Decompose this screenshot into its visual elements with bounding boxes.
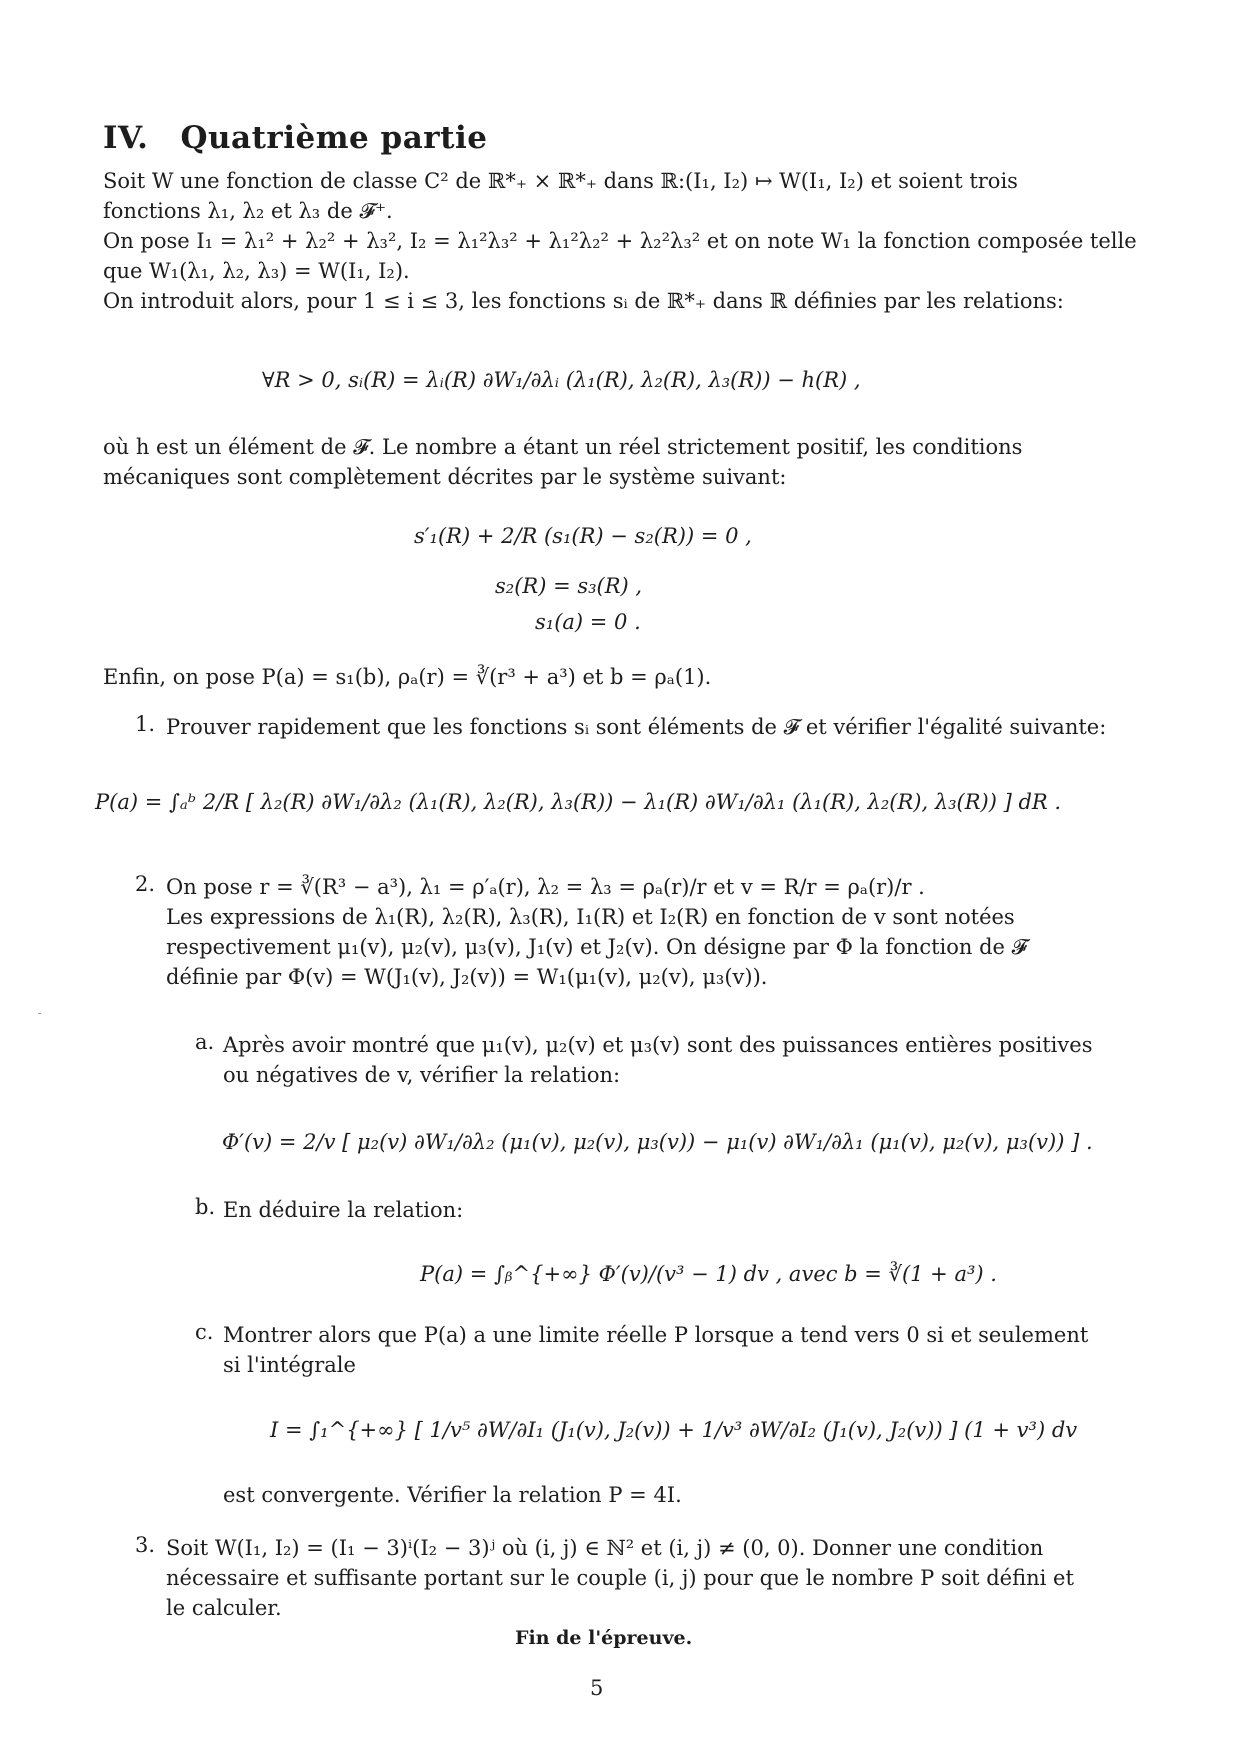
section-title xyxy=(103,120,487,156)
enfin-line: Enfin, on pose P(a) = s₁(b), ρₐ(r) = ∛(r³ + a³) et b = ρₐ(1). xyxy=(103,665,712,689)
question-2-number: 2. xyxy=(135,872,156,896)
question-2b-label: b. xyxy=(195,1195,216,1219)
q3-line-3: le calculer. xyxy=(166,1596,282,1620)
system-equation-3: s₁(a) = 0 . xyxy=(535,610,641,634)
q2-line-4: définie par Φ(v) = W(J₁(v), J₂(v)) = W₁(μ₁(v), μ₂(v), μ₃(v)). xyxy=(166,965,768,989)
mechanical-conditions-paragraph xyxy=(103,432,1153,492)
intro-line-5: On introduit alors, pour 1 ≤ i ≤ 3, les fonctions sᵢ de ℝ*₊ dans ℝ définies par les relations: xyxy=(103,289,1064,313)
question-1-equation: P(a) = ∫ₐᵇ 2/R [ λ₂(R) ∂W₁/∂λ₂ (λ₁(R), λ₂(R), λ₃(R)) − λ₁(R) ∂W₁/∂λ₁ (λ₁(R), λ₂(R), λ₃(R)) ] dR . xyxy=(95,790,1062,814)
q2-line-1: On pose r = ∛(R³ − a³), λ₁ = ρ′ₐ(r), λ₂ = λ₃ = ρₐ(r)/r et v = R/r = ρₐ(r)/r . xyxy=(166,875,925,899)
page-number: 5 xyxy=(590,1676,604,1700)
q2-line-2: Les expressions de λ₁(R), λ₂(R), λ₃(R), I₁(R) et I₂(R) en fonction de v sont notées xyxy=(166,905,1015,929)
section-heading: Quatrième partie xyxy=(180,120,488,156)
intro-line-4: que W₁(λ₁, λ₂, λ₃) = W(I₁, I₂). xyxy=(103,259,410,283)
question-2a-text xyxy=(223,1030,1153,1090)
question-3-number: 3. xyxy=(135,1533,156,1557)
equation-si: ∀R > 0, sᵢ(R) = λᵢ(R) ∂W₁/∂λᵢ (λ₁(R), λ₂(R), λ₃(R)) − h(R) , xyxy=(262,368,861,392)
scan-margin-mark xyxy=(38,1013,41,1014)
question-3-text xyxy=(166,1533,1156,1623)
intro-line-1: Soit W une fonction de classe C² de ℝ*₊ × ℝ*₊ dans ℝ:(I₁, I₂) ↦ W(I₁, I₂) et soient trois xyxy=(103,169,1018,193)
q2c-line-2: si l'intégrale xyxy=(223,1353,356,1377)
question-2c-equation: I = ∫₁^{+∞} [ 1/v⁵ ∂W/∂I₁ (J₁(v), J₂(v)) + 1/v³ ∂W/∂I₂ (J₁(v), J₂(v)) ] (1 + v³) dv xyxy=(270,1418,1078,1442)
q3-line-1: Soit W(I₁, I₂) = (I₁ − 3)ⁱ(I₂ − 3)ʲ où (i, j) ∈ ℕ² et (i, j) ≠ (0, 0). Donner une condition xyxy=(166,1536,1044,1560)
intro-line-3: On pose I₁ = λ₁² + λ₂² + λ₃², I₂ = λ₁²λ₃² + λ₁²λ₂² + λ₂²λ₃² et on note W₁ la fonction composée telle xyxy=(103,229,1137,253)
intro-line-2: fonctions λ₁, λ₂ et λ₃ de 𝓕⁺. xyxy=(103,199,393,223)
system-equation-1: s′₁(R) + 2/R (s₁(R) − s₂(R)) = 0 , xyxy=(414,524,752,548)
question-2a-label: a. xyxy=(195,1030,215,1054)
q2-line-3: respectivement μ₁(v), μ₂(v), μ₃(v), J₁(v) et J₂(v). On désigne par Φ la fonction de 𝓕 xyxy=(166,935,1028,959)
q2c-line-1: Montrer alors que P(a) a une limite réelle P lorsque a tend vers 0 si et seulement xyxy=(223,1323,1089,1347)
question-1-number: 1. xyxy=(135,712,156,736)
question-2c-label: c. xyxy=(195,1320,214,1344)
question-2a-equation: Φ′(v) = 2/v [ μ₂(v) ∂W₁/∂λ₂ (μ₁(v), μ₂(v), μ₃(v)) − μ₁(v) ∂W₁/∂λ₁ (μ₁(v), μ₂(v), μ₃(v)) ] . xyxy=(222,1130,1093,1154)
question-2b-text: En déduire la relation: xyxy=(223,1198,464,1222)
end-of-exam: Fin de l'épreuve. xyxy=(515,1627,693,1649)
mid-line-1: où h est un élément de 𝓕. Le nombre a étant un réel strictement positif, les conditions xyxy=(103,435,1023,459)
q3-line-2: nécessaire et suffisante portant sur le couple (i, j) pour que le nombre P soit défini et xyxy=(166,1566,1074,1590)
mid-line-2: mécaniques sont complètement décrites par le système suivant: xyxy=(103,465,787,489)
question-2-text xyxy=(166,872,1156,992)
system-equation-2: s₂(R) = s₃(R) , xyxy=(495,574,643,598)
q2a-line-2: ou négatives de v, vérifier la relation: xyxy=(223,1063,621,1087)
section-number: IV. xyxy=(103,120,149,156)
intro-paragraph xyxy=(103,166,1153,316)
question-2c-conclusion: est convergente. Vérifier la relation P = 4I. xyxy=(223,1483,682,1507)
q2a-line-1: Après avoir montré que μ₁(v), μ₂(v) et μ₃(v) sont des puissances entières positives xyxy=(223,1033,1093,1057)
question-2b-equation: P(a) = ∫ᵦ^{+∞} Φ′(v)/(v³ − 1) dv , avec b = ∛(1 + a³) . xyxy=(420,1262,997,1286)
question-2c-text xyxy=(223,1320,1153,1380)
question-1-text: Prouver rapidement que les fonctions sᵢ sont éléments de 𝓕 et vérifier l'égalité suivante: xyxy=(166,715,1107,739)
